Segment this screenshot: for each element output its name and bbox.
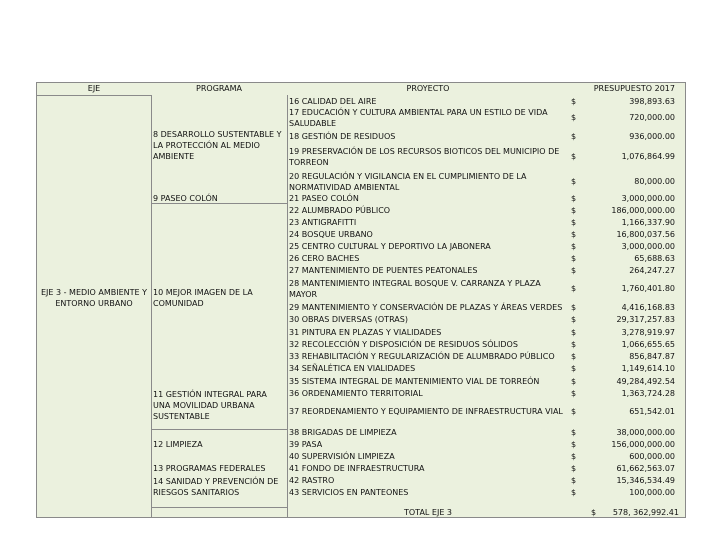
budget-amount: 1,076,864.99 [621,152,675,161]
proyecto-name [289,265,567,276]
proyecto-name [289,171,567,193]
proyecto-name [289,363,567,374]
currency-symbol: $ [571,340,577,349]
proyecto-line: 23 ANTIGRAFITTI [289,218,357,227]
budget-amount: 29,317,257.83 [616,315,675,324]
programa-item [153,287,285,309]
currency-symbol: $ [571,476,577,485]
header-divider [37,95,151,96]
proyecto-name [289,427,567,438]
proyecto-name [289,278,567,300]
programa-item [153,439,285,450]
budget-amount: 4,416,168.83 [621,303,675,312]
programa-line: COMUNIDAD [153,299,204,308]
proyecto-name [289,302,567,313]
proyecto-line: 26 CERO BACHES [289,254,360,263]
proyecto-name [289,351,567,362]
proyecto-line: NORMATIVIDAD AMBIENTAL [289,183,400,192]
proyecto-name [289,327,567,338]
currency-symbol: $ [571,113,577,122]
proyecto-name [289,314,567,325]
proyecto-line: 37 REORDENAMIENTO Y EQUIPAMIENTO DE INFRAESTRUCTURA VIAL [289,407,563,416]
proyecto-line: 39 PASA [289,440,323,449]
budget-amount: 1,066,655.65 [621,340,675,349]
proyecto-line: 40 SUPERVISIÓN LIMPIEZA [289,452,395,461]
currency-symbol: $ [571,488,577,497]
programa-line: 12 LIMPIEZA [153,440,203,449]
programa-line: 10 MEJOR IMAGEN DE LA [153,288,253,297]
budget-amount: 38,000,000.00 [616,428,675,437]
total-currency: $ [591,508,597,517]
budget-amount: 156,000,000.00 [611,440,675,449]
programa-item [153,129,285,162]
total-label: TOTAL EJE 3 [404,508,453,517]
header-presupuesto: PRESUPUESTO 2017 [593,84,675,93]
budget-amount: 186,000,000.00 [611,206,675,215]
budget-amount: 856,847.87 [629,352,675,361]
programa-item [153,389,285,422]
proyecto-line: TORREON [289,158,329,167]
currency-symbol: $ [571,206,577,215]
currency-symbol: $ [571,315,577,324]
column-divider [151,95,152,517]
currency-symbol: $ [571,218,577,227]
proyecto-line: 21 PASEO COLÓN [289,194,359,203]
proyecto-name [289,339,567,350]
currency-symbol: $ [571,194,577,203]
proyecto-name [289,131,567,142]
proyecto-line: 22 ALUMBRADO PÚBLICO [289,206,391,215]
proyecto-name [289,253,567,264]
programa-divider [151,429,287,430]
programa-divider [151,507,287,508]
currency-symbol: $ [571,266,577,275]
currency-symbol: $ [571,364,577,373]
proyecto-line: 43 SERVICIOS EN PANTEONES [289,488,409,497]
currency-symbol: $ [571,407,577,416]
proyecto-name [289,193,567,204]
currency-symbol: $ [571,352,577,361]
currency-symbol: $ [571,152,577,161]
proyecto-name [289,406,567,417]
proyecto-line: 17 EDUCACIÓN Y CULTURA AMBIENTAL PARA UN ESTILO DE VIDA [289,108,548,117]
currency-symbol: $ [571,464,577,473]
programa-line: RIESGOS SANITARIOS [153,488,240,497]
currency-symbol: $ [571,230,577,239]
programa-line: 13 PROGRAMAS FEDERALES [153,464,266,473]
budget-amount: 80,000.00 [634,177,675,186]
programa-line: AMBIENTE [153,152,195,161]
programa-item [153,476,285,498]
proyecto-line: 32 RECOLECCIÓN Y DISPOSICIÓN DE RESIDUOS SÓLIDOS [289,340,518,349]
programa-line: SUSTENTABLE [153,412,210,421]
proyecto-name [289,475,567,486]
budget-amount: 3,278,919.97 [621,328,675,337]
currency-symbol: $ [571,284,577,293]
budget-amount: 49,284,492.54 [616,377,675,386]
programa-line: LA PROTECCIÓN AL MEDIO [153,141,260,150]
proyecto-name [289,229,567,240]
currency-symbol: $ [571,242,577,251]
budget-amount: 264,247.27 [629,266,675,275]
programa-line: 14 SANIDAD Y PREVENCIÓN DE [153,477,279,486]
currency-symbol: $ [571,428,577,437]
eje-label: EJE 3 - MEDIO AMBIENTE Y ENTORNO URBANO [40,288,148,308]
currency-symbol: $ [571,377,577,386]
currency-symbol: $ [571,97,577,106]
currency-symbol: $ [571,132,577,141]
programa-item [153,463,285,474]
currency-symbol: $ [571,177,577,186]
budget-amount: 61,662,563.07 [616,464,675,473]
proyecto-line: 35 SISTEMA INTEGRAL DE MANTENIMIENTO VIAL DE TORREÓN [289,377,540,386]
proyecto-name [289,146,567,168]
budget-amount: 3,000,000.00 [621,194,675,203]
budget-amount: 398,893.63 [629,97,675,106]
proyecto-name [289,205,567,216]
proyecto-line: 42 RASTRO [289,476,335,485]
proyecto-name [289,376,567,387]
budget-amount: 16,800,037.56 [616,230,675,239]
column-divider [287,95,288,517]
currency-symbol: $ [571,389,577,398]
budget-amount: 15,346,534.49 [616,476,675,485]
proyecto-line: 41 FONDO DE INFRAESTRUCTURA [289,464,425,473]
proyecto-name [289,439,567,450]
proyecto-line: 18 GESTIÓN DE RESIDUOS [289,132,396,141]
currency-symbol: $ [571,452,577,461]
proyecto-line: 27 MANTENIMIENTO DE PUENTES PEATONALES [289,266,478,275]
proyecto-line: SALUDABLE [289,119,337,128]
proyecto-name [289,96,567,107]
proyecto-name [289,107,567,129]
budget-amount: 3,000,000.00 [621,242,675,251]
budget-amount: 936,000.00 [629,132,675,141]
currency-symbol: $ [571,328,577,337]
proyecto-line: 16 CALIDAD DEL AIRE [289,97,377,106]
currency-symbol: $ [571,303,577,312]
proyecto-name [289,451,567,462]
proyecto-line: 34 SEÑALÉTICA EN VIALIDADES [289,364,416,373]
proyecto-line: 38 BRIGADAS DE LIMPIEZA [289,428,397,437]
proyecto-line: MAYOR [289,290,318,299]
proyecto-name [289,388,567,399]
budget-amount: 600,000.00 [629,452,675,461]
budget-amount: 1,363,724.28 [621,389,675,398]
proyecto-name [289,487,567,498]
budget-table [36,82,686,518]
budget-amount: 720,000.00 [629,113,675,122]
proyecto-line: 33 REHABILITACIÓN Y REGULARIZACIÓN DE ALUMBRADO PÚBLICO [289,352,555,361]
budget-amount: 65,688.63 [634,254,675,263]
budget-amount: 651,542.01 [629,407,675,416]
currency-symbol: $ [571,254,577,263]
header-programa: PROGRAMA [196,84,242,93]
budget-amount: 100,000.00 [629,488,675,497]
proyecto-line: 30 OBRAS DIVERSAS (OTRAS) [289,315,408,324]
proyecto-line: 36 ORDENAMIENTO TERRITORIAL [289,389,423,398]
proyecto-line: 25 CENTRO CULTURAL Y DEPORTIVO LA JABONERA [289,242,491,251]
programa-line: 9 PASEO COLÓN [153,194,218,203]
programa-line: 11 GESTIÓN INTEGRAL PARA [153,390,267,399]
header-eje: EJE [87,84,101,93]
currency-symbol: $ [571,440,577,449]
proyecto-line: 19 PRESERVACIÓN DE LOS RECURSOS BIOTICOS DEL MUNICIPIO DE [289,147,560,156]
budget-amount: 1,149,614.10 [621,364,675,373]
programa-divider [151,203,287,204]
proyecto-name [289,463,567,474]
budget-amount: 1,166,337.90 [621,218,675,227]
proyecto-line: 31 PINTURA EN PLAZAS Y VIALIDADES [289,328,442,337]
proyecto-line: 20 REGULACIÓN Y VIGILANCIA EN EL CUMPLIMIENTO DE LA [289,172,527,181]
programa-line: UNA MOVILIDAD URBANA [153,401,255,410]
proyecto-line: 29 MANTENIMIENTO Y CONSERVACIÓN DE PLAZAS Y ÁREAS VERDES [289,303,563,312]
budget-amount: 1,760,401.80 [621,284,675,293]
proyecto-name [289,217,567,228]
proyecto-line: 24 BOSQUE URBANO [289,230,373,239]
header-proyecto: PROYECTO [406,84,450,93]
total-amount: 578, 362,992.41 [612,508,679,517]
proyecto-name [289,241,567,252]
programa-line: 8 DESARROLLO SUSTENTABLE Y [153,130,282,139]
proyecto-line: 28 MANTENIMIENTO INTEGRAL BOSQUE V. CARRANZA Y PLAZA [289,279,541,288]
